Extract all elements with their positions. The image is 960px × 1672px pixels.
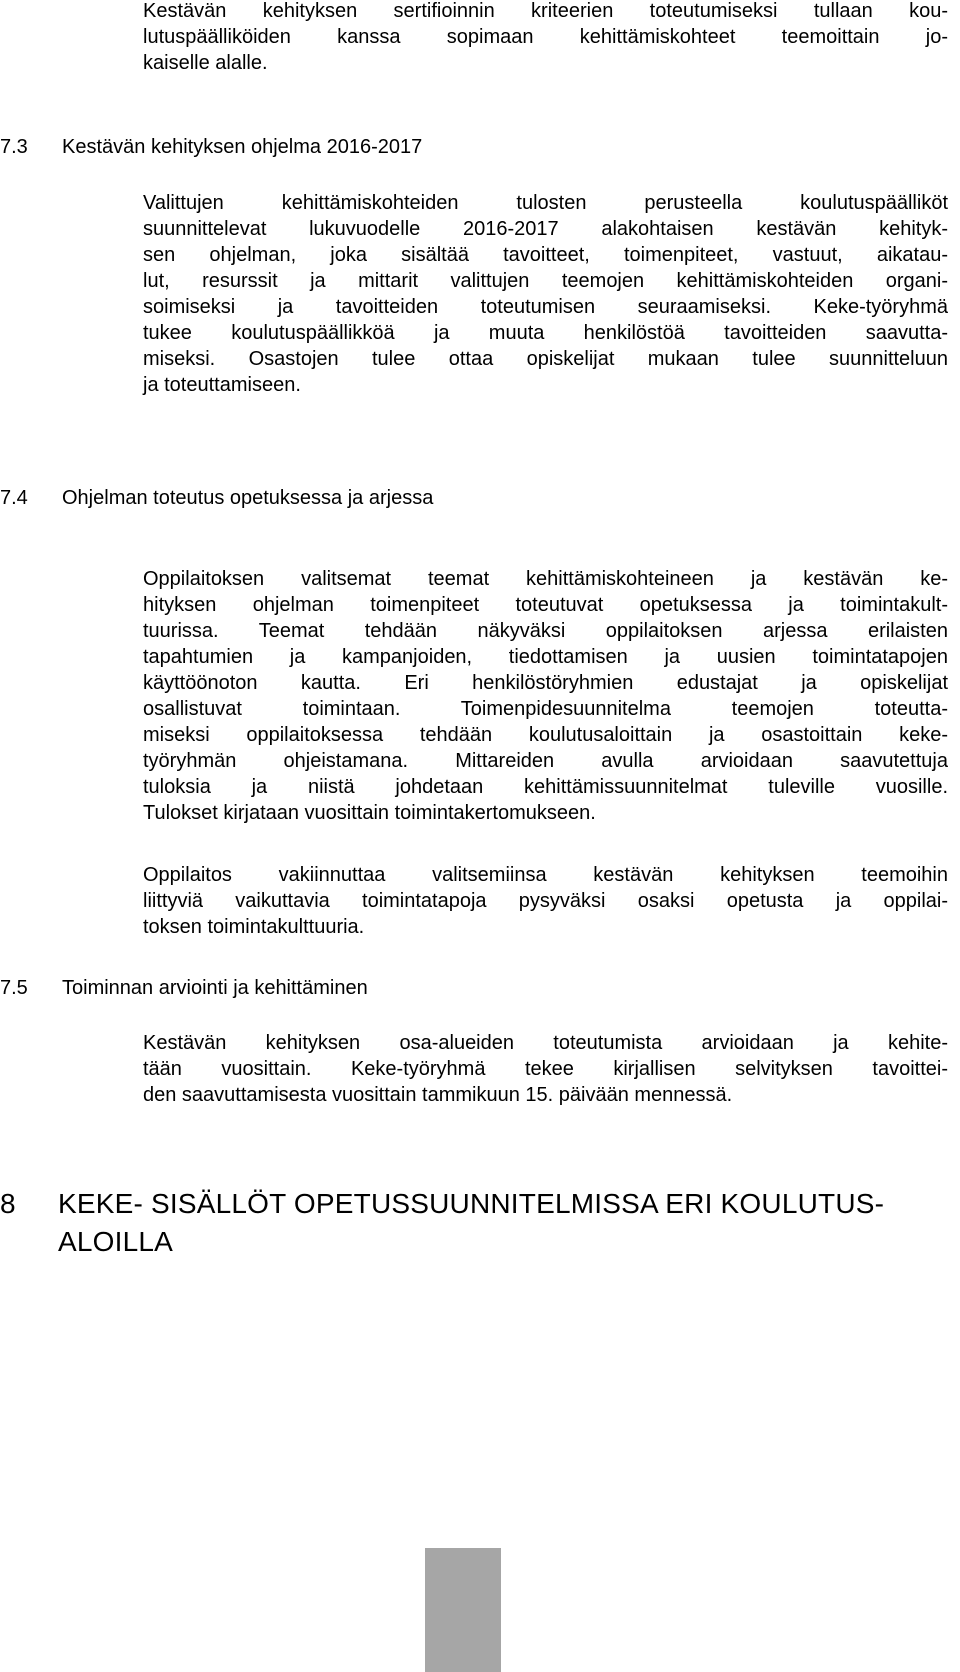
text-line: tapahtumien ja kampanjoiden, tiedottamisen ja uusien toimintatapojen — [143, 646, 948, 668]
chapter-title-line-1: KEKE- SISÄLLÖT OPETUSSUUNNITELMISSA ERI KOULUTUS- — [58, 1188, 885, 1219]
text-line: toksen toimintakulttuuria. — [143, 916, 365, 938]
text-line: osallistuvat toimintaan. Toimenpidesuunnitelma teemojen toteutta- — [143, 698, 948, 720]
text-line: käyttöönoton kautta. Eri henkilöstöryhmien edustajat ja opiskelijat — [143, 672, 948, 694]
text-line: tään vuosittain. Keke-työryhmä tekee kirjallisen selvityksen tavoittei- — [143, 1058, 948, 1080]
text-line: hityksen ohjelman toimenpiteet toteutuvat opetuksessa ja toimintakult- — [143, 594, 948, 616]
text-line: kaiselle alalle. — [143, 52, 268, 74]
text-line: tukee koulutuspäällikköä ja muuta henkilöstöä tavoitteiden saavutta- — [143, 322, 948, 344]
section-title: Kestävän kehityksen ohjelma 2016-2017 — [62, 136, 423, 158]
section-title: Toiminnan arviointi ja kehittäminen — [62, 977, 368, 999]
text-line: Oppilaitos vakiinnuttaa valitsemiinsa kestävän kehityksen teemoihin — [143, 864, 948, 886]
text-line: tuloksia ja niistä johdetaan kehittämissuunnitelmat tuleville vuosille. — [143, 776, 948, 798]
section-number: 7.5 — [0, 977, 28, 999]
text-line: miseksi oppilaitoksessa tehdään koulutusaloittain ja osastoittain keke- — [143, 724, 948, 746]
text-line: lut, resurssit ja mittarit valittujen teemojen kehittämiskohteiden organi- — [143, 270, 948, 292]
text-line: tuurissa. Teemat tehdään näkyväksi oppilaitoksen arjessa erilaisten — [143, 620, 948, 642]
text-line: den saavuttamisesta vuosittain tammikuun 15. päivään mennessä. — [143, 1084, 733, 1106]
section-number: 7.4 — [0, 487, 28, 509]
text-line: työryhmän ohjeistamana. Mittareiden avulla arvioidaan saavutettuja — [143, 750, 948, 772]
text-line: ja toteuttamiseen. — [143, 374, 301, 396]
text-line: suunnittelevat lukuvuodelle 2016-2017 alakohtaisen kestävän kehityk- — [143, 218, 948, 240]
text-line: Kestävän kehityksen osa-alueiden toteutumista arvioidaan ja kehite- — [143, 1032, 948, 1054]
chapter-number: 8 — [0, 1188, 16, 1219]
text-line: miseksi. Osastojen tulee ottaa opiskelijat mukaan tulee suunnitteluun — [143, 348, 948, 370]
text-line: Oppilaitoksen valitsemat teemat kehittämiskohteineen ja kestävän ke- — [143, 568, 948, 590]
text-line: lutuspäälliköiden kanssa sopimaan kehittämiskohteet teemoittain jo- — [143, 26, 948, 48]
text-line: sen ohjelman, joka sisältää tavoitteet, toimenpiteet, vastuut, aikatau- — [143, 244, 948, 266]
text-line: soimiseksi ja tavoitteiden toteutumisen seuraamiseksi. Keke-työryhmä — [143, 296, 948, 318]
section-title: Ohjelman toteutus opetuksessa ja arjessa — [62, 487, 434, 509]
text-line: liittyviä vaikuttavia toimintatapoja pysyväksi osaksi opetusta ja oppilai- — [143, 890, 948, 912]
text-line: Valittujen kehittämiskohteiden tulosten perusteella koulutuspäälliköt — [143, 192, 948, 214]
chapter-title-line-2: ALOILLA — [58, 1226, 174, 1257]
text-line: Kestävän kehityksen sertifioinnin kriteerien toteutumiseksi tullaan kou- — [143, 0, 948, 22]
section-number: 7.3 — [0, 136, 28, 158]
text-line: Tulokset kirjataan vuosittain toimintakertomukseen. — [143, 802, 596, 824]
page-tab-decoration — [425, 1548, 501, 1672]
